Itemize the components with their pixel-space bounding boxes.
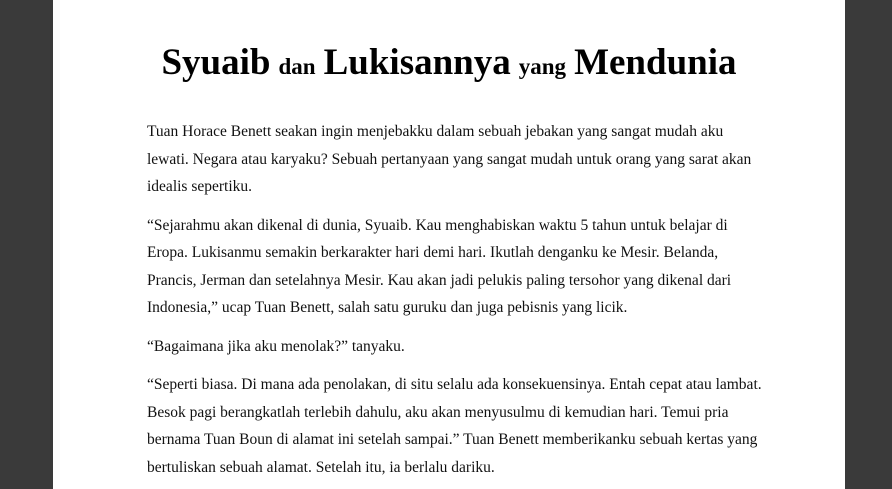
document-body: [147, 118, 767, 489]
document-page: [53, 0, 845, 489]
paragraph: “Seperti biasa. Di mana ada penolakan, di situ selalu ada konsekuensinya. Entah cepat atau lambat. Besok pagi berangkatlah terlebih dahulu, aku akan menyusulmu di kemudian hari. Temui pria bernama Tuan Boun di alamat ini setelah sampai.” Tuan Benett memberikanku sebuah kertas yang bertuliskan sebuah alamat. Setelah itu, ia berlalu dariku.: [147, 376, 762, 476]
paragraph: Tuan Horace Benett seakan ingin menjebakku dalam sebuah jebakan yang sangat mudah aku lewati. Negara atau karyaku? Sebuah pertanyaan yang sangat mudah untuk orang yang sarat akan idealis sepertiku.: [147, 123, 752, 195]
title-word: dan: [278, 54, 316, 79]
title-word: Lukisannya: [323, 42, 511, 83]
paragraph: “Sejarahmu akan dikenal di dunia, Syuaib. Kau menghabiskan waktu 5 tahun untuk belajar di Eropa. Lukisanmu semakin berkarakter hari demi hari. Ikutlah denganku ke Mesir. Belanda, Prancis, Jerman dan setelahnya Mesir. Kau akan jadi pelukis paling tersohor yang dikenal dari Indonesia,” ucap Tuan Benett, salah satu guruku dan juga pebisnis yang licik.: [147, 216, 732, 316]
paragraph: “Bagaimana jika aku menolak?” tanyaku.: [147, 337, 405, 355]
title-word: Syuaib: [161, 42, 271, 83]
document-title: [53, 44, 845, 81]
title-word: yang: [518, 54, 567, 79]
title-word: Mendunia: [574, 42, 737, 83]
